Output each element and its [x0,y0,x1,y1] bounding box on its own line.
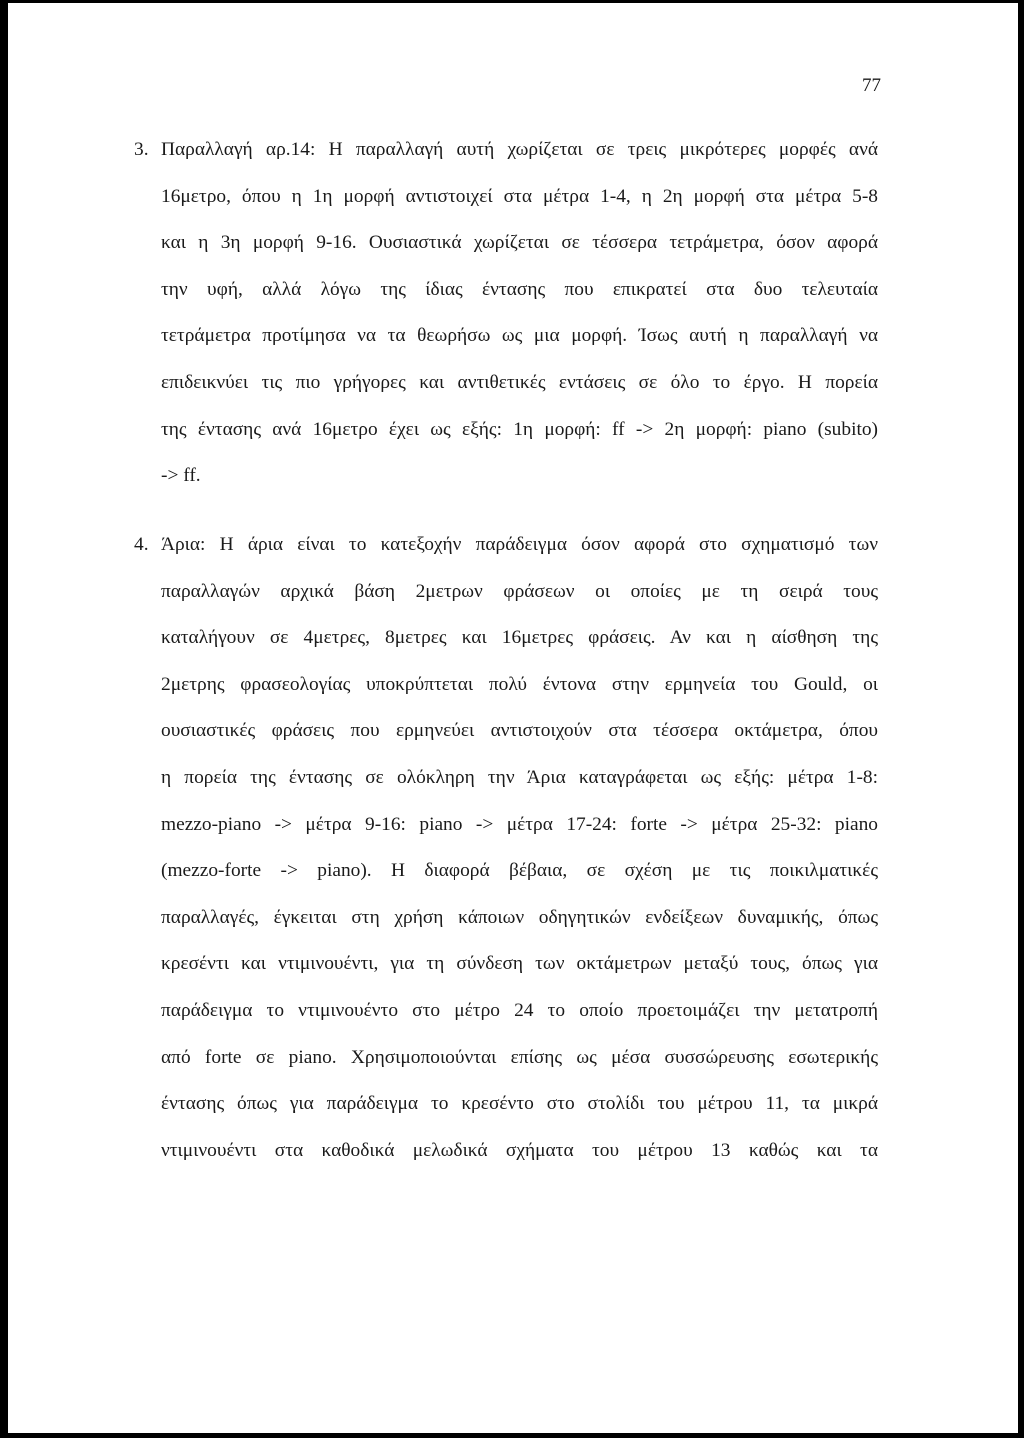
page-number: 77 [862,75,881,96]
paragraph-line: καταλήγουν σε 4μετρες, 8μετρες και 16μετρες φράσεις. Αν και η αίσθηση της [161,627,878,649]
paragraph-line: κρεσέντι και ντιμινουέντι, για τη σύνδεση των οκτάμετρων μεταξύ τους, όπως για [161,953,878,975]
paragraph-line: ντιμινουέντι στα καθοδικά μελωδικά σχήματα του μέτρου 13 καθώς και τα [161,1139,878,1161]
list-item-variation-14 [134,127,878,500]
item-number: 4. [134,534,149,555]
paragraph-line: 2μετρης φρασεολογίας υποκρύπτεται πολύ έντονα στην ερμηνεία του Gould, οι [161,673,878,695]
paragraph-line: 16μετρο, όπου η 1η μορφή αντιστοιχεί στα μέτρα 1-4, η 2η μορφή στα μέτρα 5-8 [161,185,878,207]
paragraph-line: και η 3η μορφή 9-16. Ουσιαστικά χωρίζεται σε τέσσερα τετράμετρα, όσον αφορά [161,232,878,254]
paragraph-line: παράδειγμα το ντιμινουέντο στο μέτρο 24 το οποίο προετοιμάζει την μετατροπή [161,999,878,1021]
paragraph-line: επιδεικνύει τις πιο γρήγορες και αντιθετικές εντάσεις σε όλο το έργο. Η πορεία [161,371,878,393]
paragraph-line: της έντασης ανά 16μετρο έχει ως εξής: 1η μορφή: ff -> 2η μορφή: piano (subito) [161,418,878,440]
paragraph-line: (mezzo-forte -> piano). Η διαφορά βέβαια, σε σχέση με τις ποικιλματικές [161,860,878,882]
paragraph-line: 3. Παραλλαγή αρ.14: Η παραλλαγή αυτή χωρίζεται σε τρεις μικρότερες μορφές ανά [134,127,878,174]
paragraph-line: από forte σε piano. Χρησιμοποιούνται επίσης ως μέσα συσσώρευσης εσωτερικής [161,1046,878,1068]
paragraph-line: -> ff. [161,465,201,487]
list-item-aria [134,522,878,1174]
paragraph-line: ουσιαστικές φράσεις που ερμηνεύει αντιστοιχούν στα τέσσερα οκτάμετρα, όπου [161,720,878,742]
paragraph-line: η πορεία της έντασης σε ολόκληρη την Άρια καταγράφεται ως εξής: μέτρα 1-8: [161,766,878,788]
paragraph-line: 4. Άρια: Η άρια είναι το κατεξοχήν παράδειγμα όσον αφορά στο σχηματισμό των [134,522,878,569]
paragraph-line: παραλλαγών αρχικά βάση 2μετρων φράσεων οι οποίες με τη σειρά τους [161,580,878,602]
paragraph-line: έντασης όπως για παράδειγμα το κρεσέντο στο στολίδι του μέτρου 11, τα μικρά [161,1093,878,1115]
item-number: 3. [134,139,149,160]
paragraph-line: παραλλαγές, έγκειται στη χρήση κάποιων οδηγητικών ενδείξεων δυναμικής, όπως [161,906,878,928]
paragraph-line: την υφή, αλλά λόγω της ίδιας έντασης που επικρατεί στα δυο τελευταία [161,278,878,300]
paragraph-line: τετράμετρα προτίμησα να τα θεωρήσω ως μια μορφή. Ίσως αυτή η παραλλαγή να [161,325,878,347]
paragraph-line: mezzo-piano -> μέτρα 9-16: piano -> μέτρα 17-24: forte -> μέτρα 25-32: piano [161,813,878,835]
document-page [8,3,1018,1433]
